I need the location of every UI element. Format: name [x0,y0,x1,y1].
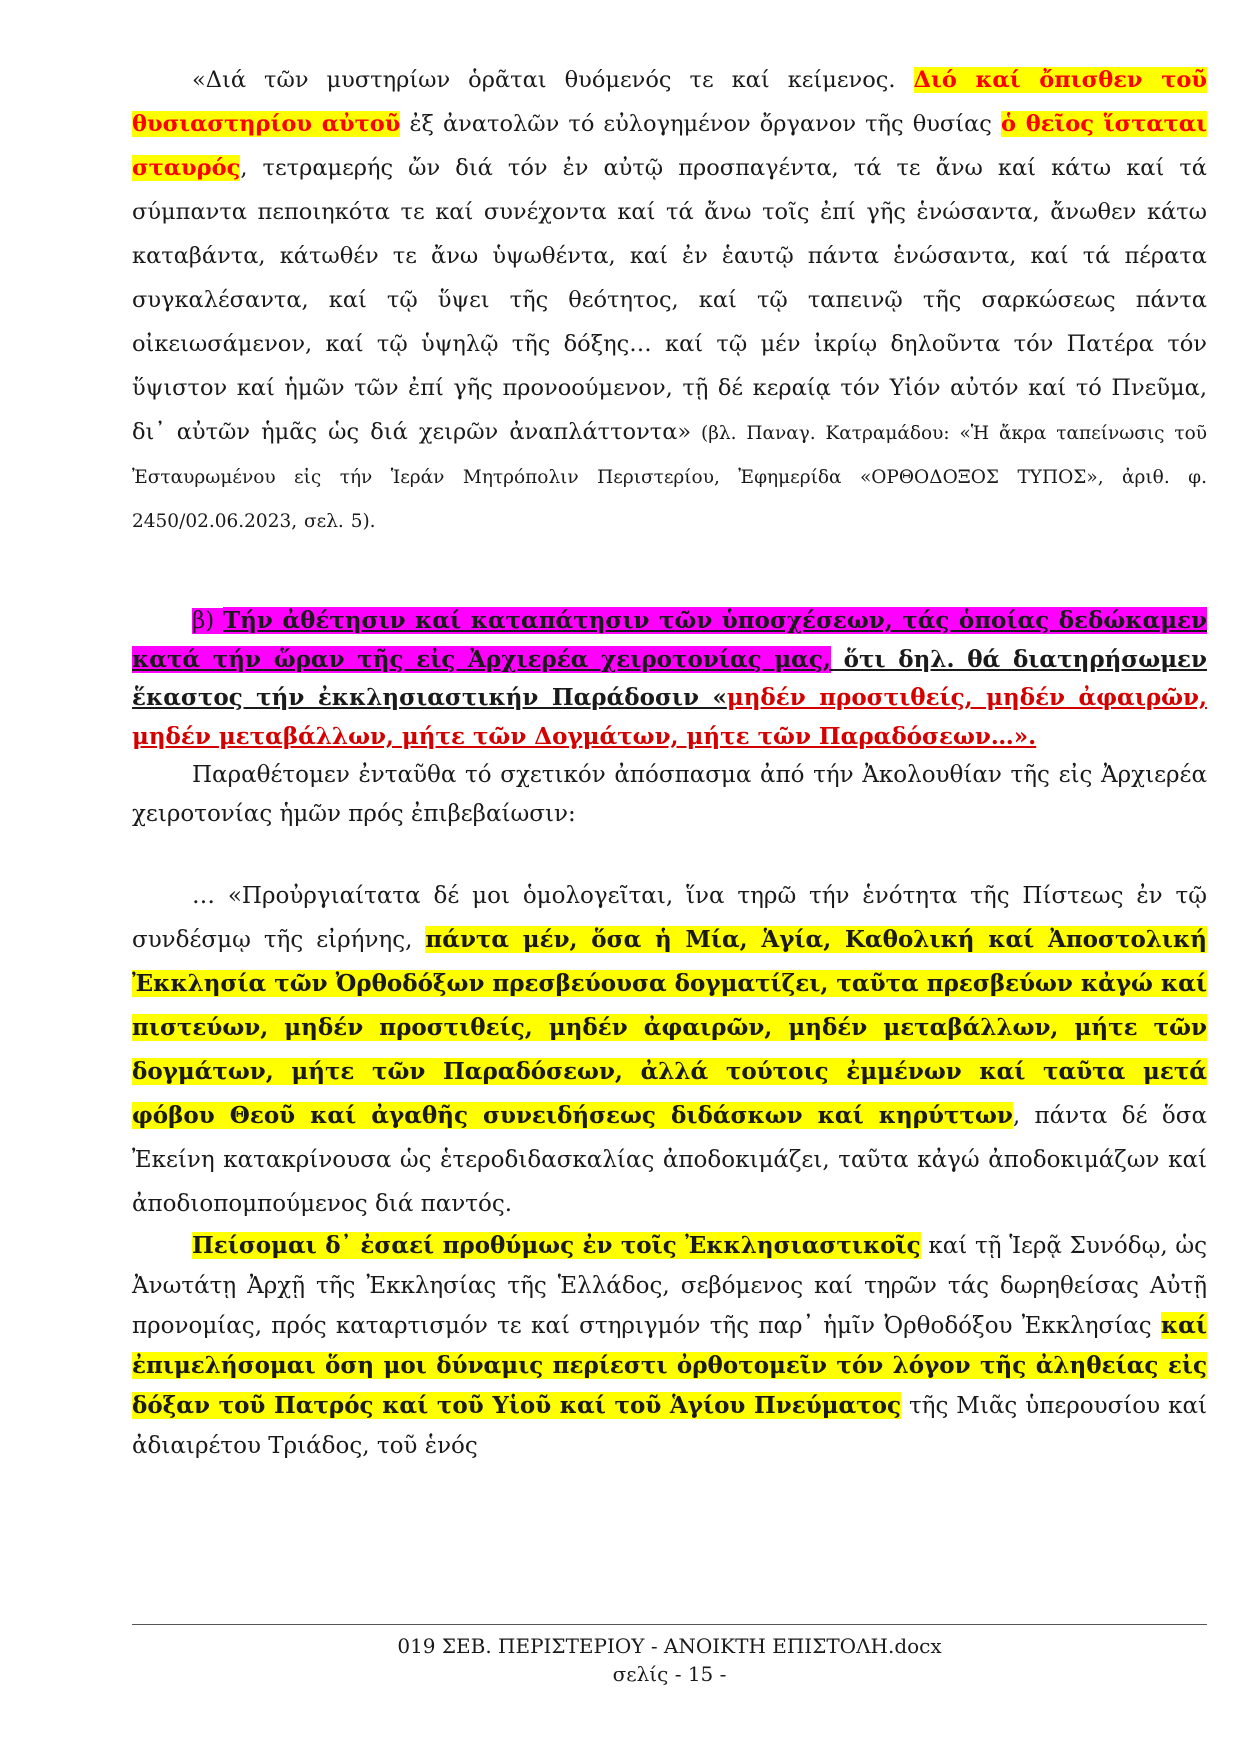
text-run: , τετραμερής ὤν διά τόν ἐν αὐτῷ προσπαγέντα, τά τε ἄνω καί κάτω καί τά σύμπαντα πεποιηκότα τε καί συνέχοντα καί τά ἄνω τοῖς ἐπί γῆς ἑνώσαντα, ἄνωθεν κάτω καταβάντα, κάτωθέν τε ἄνω ὑψωθέντα, καί ἐν ἑαυτῷ πάντα ἑνώσαντα, καί τά πέρατα συγκαλέσαντα, καί τῷ ὕψει τῆς θεότητος, καί τῷ ταπεινῷ τῆς σαρκώσεως πάντα οἰκειωσάμενον, καί τῷ ὑψηλῷ τῆς δόξης… καί τῷ μέν ἰκρίῳ δηλοῦντα τόν Πατέρα τόν ὕψιστον καί ἡμῶν τῶν ἐπί γῆς προνοούμενον, τῇ δέ κεραίᾳ τόν Υἱόν αὐτόν καί τό Πνεῦμα, δι᾽ αὐτῶν ἡμᾶς ὡς διά χειρῶν ἀναπλάττοντα» [132,155,1207,445]
highlighted-text: Διό καί ὄπισθεν τοῦ θυσιαστηρίου αὐτοῦ [132,67,1207,137]
text-run: ἐξ ἀνατολῶν τό εὐλογημένον ὄργανον τῆς θυσίας [400,111,1001,137]
highlighted-text: Πείσομαι δ᾽ ἐσαεί προθύμως ἐν τοῖς Ἐκκλησιαστικοῖς [192,1232,921,1259]
document-page [132,58,1207,1466]
text-run: , πάντα δέ ὅσα Ἐκείνη κατακρίνουσα ὡς ἑτεροδιδασκαλίας ἀποδοκιμάζει, ταῦτα κἀγώ ἀποδοκιμάζων καί ἀποδιοπομπούμενος διά παντός. [132,1103,1207,1217]
highlighted-text: ὁ θεῖος ἵσταται σταυρός [132,111,1207,181]
text-run: καί τῇ Ἱερᾷ Συνόδῳ, ὡς Ἀνωτάτῃ Ἀρχῇ τῆς Ἐκκλησίας τῆς Ἑλλάδος, σεβόμενος καί τηρῶν τάς δωρηθείσας Αὐτῇ προνομίας, πρός καταρτισμόν τε καί στηριγμόν τῆς παρ᾽ ἡμῖν Ὀρθοδόξου Ἐκκλησίας [132,1233,1207,1339]
highlighted-text: πάντα μέν, ὅσα ἡ Μία, Ἁγία, Καθολική καί Ἀποστολική Ἐκκλησία τῶν Ὀρθοδόξων πρεσβεύουσα δογματίζει, ταῦτα πρεσβεύων κἀγώ καί πιστεύων, μηδέν προστιθείς, μηδέν ἀφαιρῶν, μηδέν μεταβάλλων, μήτε τῶν δογμάτων, μήτε τῶν Παραδόσεων, ἀλλά τούτοις ἐμμένων καί ταῦτα μετά φόβου Θεοῦ καί ἀγαθῆς συνειδήσεως διδάσκων καί κηρύττων [132,926,1208,1129]
quote-paragraph-1 [132,58,1207,542]
red-underlined-text: μηδέν προστιθείς, μηδέν ἀφαιρῶν, μηδέν μεταβάλλων, μήτε τῶν Δογμάτων, μήτε τῶν Παραδόσεων…». [132,684,1207,750]
footer-filename: 019 ΣΕΒ. ΠΕΡΙΣΤΕΡΙΟΥ - ΑΝΟΙΚΤΗ ΕΠΙΣΤΟΛΗ.docx [397,1634,942,1658]
highlighted-text: καί ἐπιμελήσομαι ὅση μοι δύναμις περίεστι ὀρθοτομεῖν τόν λόγον τῆς ἀληθείας εἰς δόξαν τοῦ Πατρός καί τοῦ Υἱοῦ καί τοῦ Ἁγίου Πνεύματος [132,1312,1207,1419]
quote-paragraph-2 [132,874,1207,1226]
text-run: … «Προὐργιαίτατα δέ μοι ὁμολογεῖται, ἵνα τηρῶ τήν ἑνότητα τῆς Πίστεως ἐν τῷ συνδέσμῳ τῆς εἰρήνης, [132,883,1207,953]
section-b-paragraph [132,602,1207,756]
citation-reference: (βλ. Παναγ. Κατραμάδου: «Ἡ ἄκρα ταπείνωσις τοῦ Ἐσταυρωμένου εἰς τήν Ἱεράν Μητρόπολιν Περιστερίου, Ἐφημερίδα «ΟΡΘΟΔΟΞΟΣ ΤΥΠΟΣ», ἀριθ. φ. 2450/02.06.2023, σελ. 5). [132,423,1207,532]
footer-divider [132,1624,1207,1625]
quote-paragraph-3 [132,1226,1207,1466]
footer-page-number: σελίς - 15 - [612,1662,727,1686]
bold-underlined-text: ὅτι δηλ. θά διατηρήσωμεν ἕκαστος τήν ἐκκλησιαστικήν Παράδοσιν « [132,645,1207,711]
text-run: τῆς Μιᾶς ὑπερουσίου καί ἀδιαιρέτου Τριάδος, τοῦ ἑνός [132,1393,1207,1459]
highlighted-underlined-text: Τήν ἀθέτησιν καί καταπάτησιν τῶν ὑποσχέσεων, τάς ὁποίας δεδώκαμεν κατά τήν ὥραν τῆς εἰς Ἀρχιερέα χειροτονίας μας, [132,607,1207,673]
intro-paragraph: Παραθέτομεν ἐνταῦθα τό σχετικόν ἀπόσπασμα ἀπό τήν Ἀκολουθίαν τῆς εἰς Ἀρχιερέα χειροτονίας ἡμῶν πρός ἐπιβεβαίωσιν: [132,762,1207,827]
text-run: «Διά τῶν μυστηρίων ὁρᾶται θυόμενός τε καί κείμενος. [192,67,914,93]
section-marker: β) [192,608,224,634]
page-footer [132,1632,1207,1688]
